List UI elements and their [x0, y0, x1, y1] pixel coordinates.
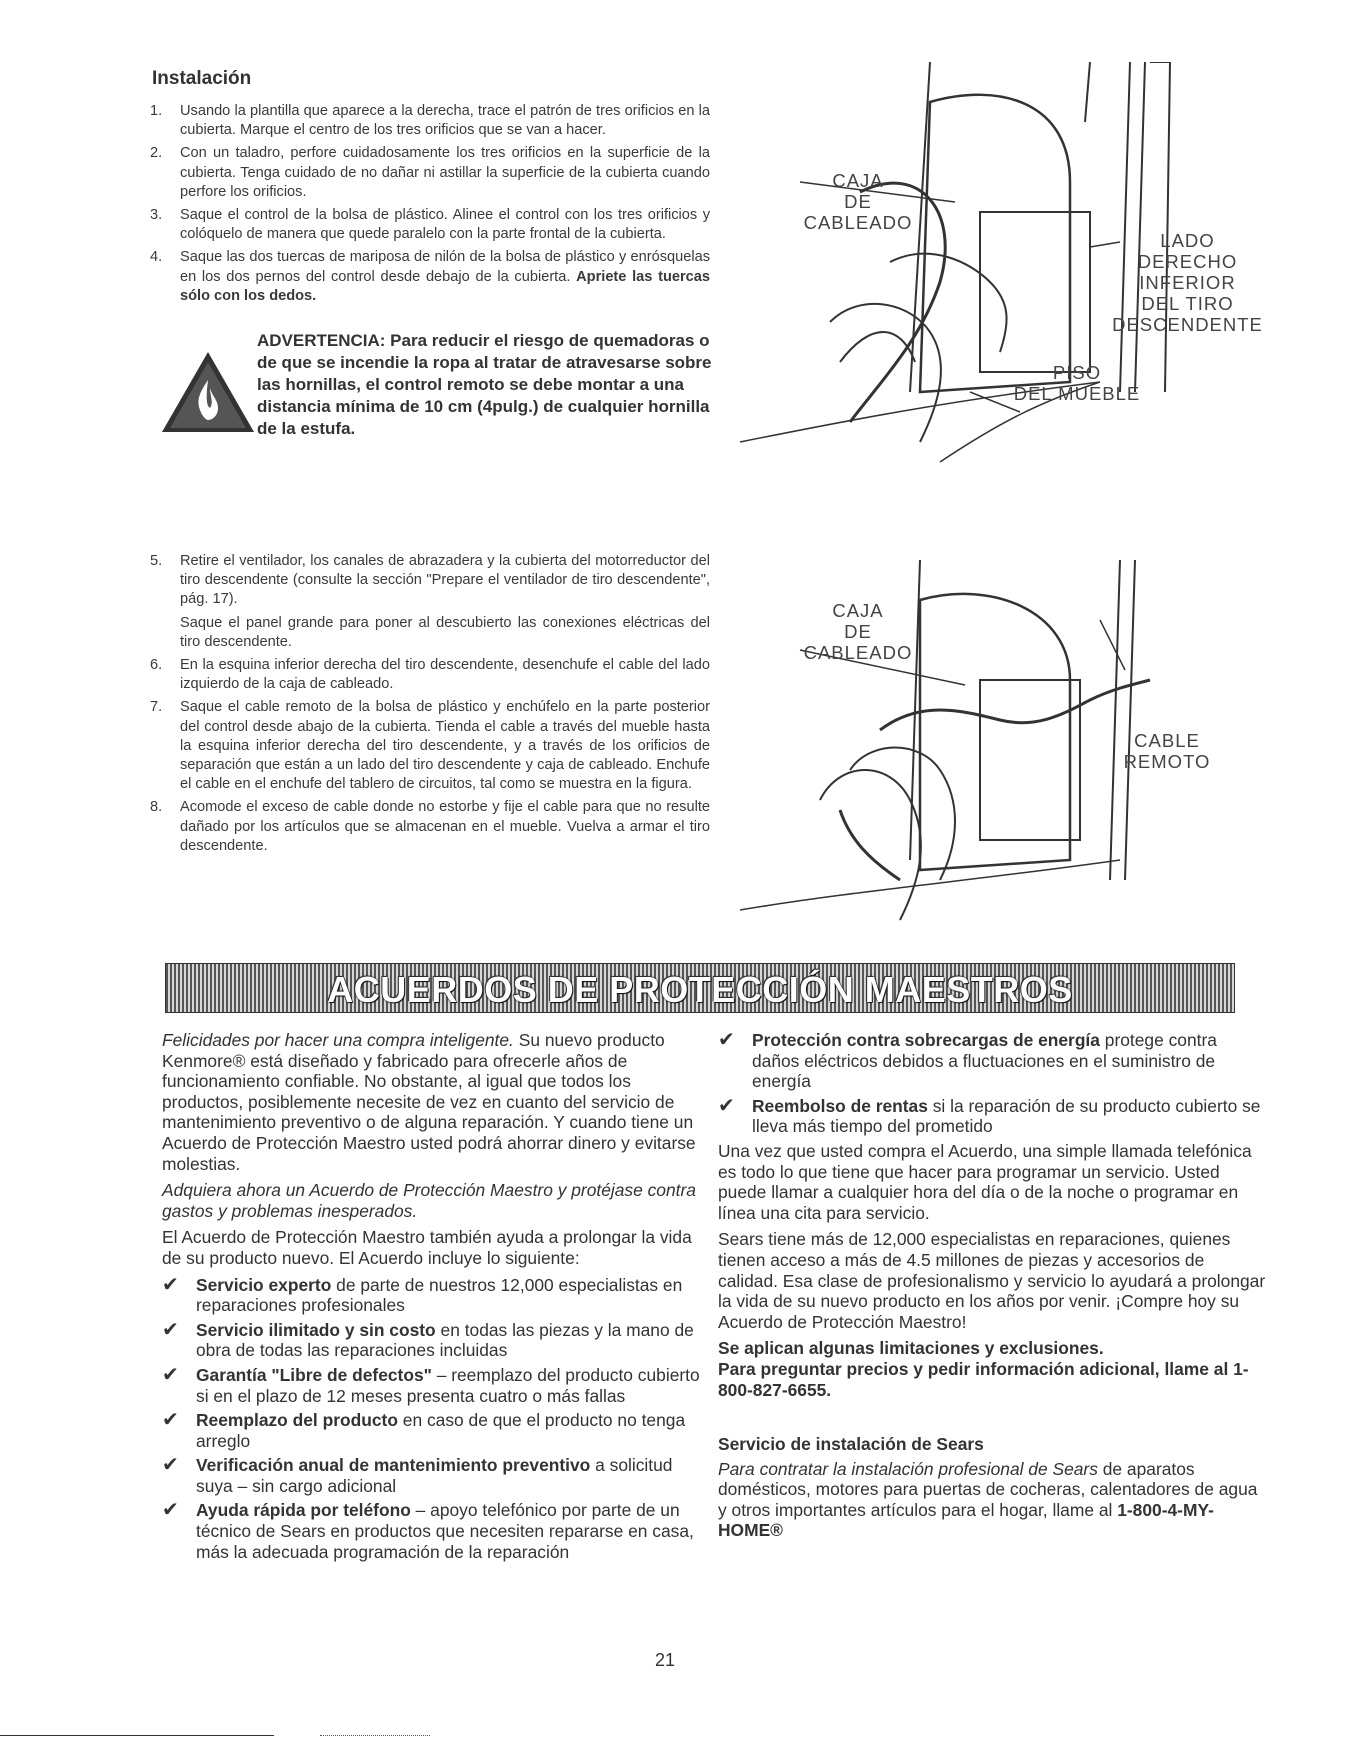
benefit-desc: de parte de nuestros 12,000 especialistas en reparaciones profesionales [196, 1274, 683, 1316]
benefit-desc: en caso de que el producto no tenga arreglo [196, 1410, 686, 1451]
page-number: 21 [655, 1650, 676, 1670]
lado-derecho-label [1095, 230, 1280, 335]
benefit-item [162, 1275, 702, 1316]
install-italic: Para contratar la instalación profesional de Sears [718, 1458, 1098, 1479]
step-text: Acomode el exceso de cable donde no estorbe y fije el cable para que no resulte dañado por los artículos que se almacenan en el mueble. Vuelva a armar el tiro descendente. [180, 799, 710, 854]
installation-service-heading: Servicio de instalación de Sears [718, 1434, 984, 1455]
checkmark-icon: ✔ [162, 1499, 179, 1522]
step-item [150, 102, 710, 140]
label-line: DEL TIRO [1141, 293, 1234, 314]
label-line: PISO [1052, 362, 1102, 383]
label-line: LADO [1160, 230, 1215, 251]
benefit-title: Garantía "Libre de defectos" [196, 1364, 432, 1385]
installation-service-paragraph [718, 1459, 1268, 1541]
step-text [180, 248, 710, 306]
label-line: DERECHO [1137, 251, 1238, 272]
right-column [718, 1030, 1268, 1547]
footer-rule [0, 1735, 274, 1736]
step-text: Saque el control de la bolsa de plástico. Alinee el control con los tres orificios y colóquelo de manera que quede paralelo con la parte frontal de la cubierta. [180, 207, 710, 243]
step-item [150, 552, 710, 610]
specialists-paragraph: Sears tiene más de 12,000 especialistas en reparaciones, quienes tienen acceso a más de 4.5 millones de piezas y accesorios de calidad. Esa clase de profesionalismo y servicio lo ayudará a prolongar la vida de su nuevo producto en los años por venir. ¡Compre hoy su Acuerdo de Protección Maestro! [718, 1229, 1266, 1332]
benefit-text [196, 1500, 702, 1562]
step-number: 4. [150, 249, 163, 266]
step-text: Retire el ventilador, los canales de abrazadera y la cubierta del motorreductor del tiro descendente (consulte la sección "Prepare el ventilador de tiro descendente", pág. 17). [180, 553, 710, 608]
includes-paragraph: El Acuerdo de Protección Maestro también ayuda a prolongar la vida de su producto nuevo. El Acuerdo incluye lo siguiente: [162, 1227, 692, 1268]
fire-warning-icon [160, 350, 256, 434]
step-number: 7. [150, 699, 163, 716]
piso-del-mueble-label [1002, 362, 1152, 404]
limitations-note: Se aplican algunas limitaciones y exclusiones. [718, 1338, 1104, 1359]
benefit-item [162, 1320, 702, 1361]
benefit-desc: a solicitud suya – sin cargo adicional [196, 1455, 673, 1496]
left-column [162, 1030, 702, 1566]
banner-title: ACUERDOS DE PROTECCIÓN MAESTROS [327, 969, 1073, 1010]
checkmark-icon: ✔ [718, 1029, 735, 1051]
label-line: CABLEADO [803, 212, 913, 233]
checkmark-icon: ✔ [162, 1273, 179, 1296]
steps-list-a [150, 102, 710, 310]
label-line: CABLE [1134, 730, 1200, 751]
label-line: DESCENDENTE [1112, 314, 1263, 335]
installation-title: Instalación [152, 68, 252, 89]
benefit-title: Protección contra sobrecargas de energía [752, 1030, 1100, 1050]
intro-text: Su nuevo producto Kenmore® está diseñado y fabricado para ofrecerle años de funcionamiento confiable. No obstante, al igual que todos los productos, posiblemente necesite de vez en cuanto del servicio de mantenimiento preventivo o de alguna reparación. Y cuando tiene un Acuerdo de Protección Maestro usted podrá ahorrar dinero y evitarse molestias. [162, 1030, 696, 1174]
footer-rule-dotted [320, 1735, 430, 1737]
call-paragraph: Una vez que usted compra el Acuerdo, una simple llamada telefónica es todo lo que tiene que hacer para programar un servicio. Usted puede llamar a cualquier hora del día o de la noche o programar en línea una cita para servicio. [718, 1140, 1252, 1223]
benefit-title: Servicio experto [196, 1274, 332, 1295]
label-line: DEL MUEBLE [1013, 383, 1141, 404]
step-item [150, 206, 710, 244]
benefit-desc: si la reparación de su producto cubierto se lleva más tiempo del prometido [752, 1095, 1261, 1137]
step-number: 6. [150, 657, 163, 674]
step-item [150, 144, 710, 202]
intro-italic: Felicidades por hacer una compra inteligente. [162, 1030, 514, 1050]
benefit-item [718, 1096, 1268, 1137]
benefit-item [162, 1455, 702, 1496]
caja-de-cableado-label [798, 600, 918, 663]
label-line: REMOTO [1123, 751, 1211, 772]
checkmark-icon: ✔ [162, 1363, 179, 1386]
benefit-item [162, 1500, 702, 1562]
step-extra-text: Saque el panel grande para poner al descubierto las conexiones eléctricas del tiro descendente. [180, 614, 710, 650]
benefit-text [752, 1096, 1268, 1137]
label-line: DE [844, 191, 872, 212]
benefit-desc: protege contra daños eléctricos debidos a fluctuaciones en el suministro de energía [752, 1030, 1217, 1092]
checkmark-icon: ✔ [162, 1318, 179, 1341]
step-text: Usando la plantilla que aparece a la derecha, trace el patrón de tres orificios en la cubierta. Marque el centro de los tres orificios que se van a hacer. [180, 103, 710, 139]
step-bold-note: Apriete las tuercas sólo con los dedos. [180, 268, 710, 304]
pricing-phone-note: Para preguntar precios y pedir información adicional, llame al 1-800-827-6655. [718, 1358, 1249, 1400]
step-text-body: Saque las dos tuercas de mariposa de nilón de la bolsa de plástico y enrósquelas en los dos pernos del control desde debajo de la cubierta. [180, 249, 710, 285]
step-item [150, 798, 710, 856]
figure-wiring-box [740, 62, 1280, 482]
benefit-item [718, 1030, 1268, 1092]
step-text: Con un taladro, perfore cuidadosamente los tres orificios en la superficie de la cubierta. Tenga cuidado de no dañar ni astillar la superficie de la cubierta cuando perfore los orificios. [180, 145, 710, 200]
step-item [150, 656, 710, 694]
warning-text: ADVERTENCIA: Para reducir el riesgo de quemadoras o de que se incendie la ropa al tratar de atravesarse sobre las hornillas, el control remoto se debe montar a una distancia mínima de 10 cm (4pulg.) de cualquier hornilla de la estufa. [257, 331, 712, 438]
step-text: En la esquina inferior derecha del tiro descendente, desenchufe el cable del lado izquierdo de la caja de cableado. [180, 657, 710, 693]
cable-remoto-label [1112, 730, 1222, 772]
steps-list-b [150, 552, 710, 860]
checkmark-icon: ✔ [718, 1094, 735, 1117]
checkmark-icon: ✔ [162, 1454, 179, 1477]
benefit-item [162, 1365, 702, 1406]
benefit-text [196, 1365, 702, 1406]
benefit-text [196, 1410, 702, 1451]
benefit-title: Reembolso de rentas [752, 1095, 928, 1116]
benefit-text [196, 1320, 702, 1361]
benefit-text [752, 1030, 1268, 1092]
label-line: CAJA [832, 170, 884, 191]
checkmark-icon: ✔ [162, 1409, 179, 1432]
install-text: de aparatos domésticos, motores para puertas de cocheras, calentadores de agua y otros importantes artículos para el hogar, llame al [718, 1458, 1258, 1520]
intro-paragraph [162, 1030, 702, 1174]
step-number: 2. [150, 145, 163, 162]
install-phone: 1-800-4-MY-HOME® [718, 1499, 1214, 1541]
benefit-desc: – reemplazo del producto cubierto si en el plazo de 12 meses presenta cuatro o más fallas [196, 1364, 700, 1406]
label-line: INFERIOR [1139, 272, 1236, 293]
step-number: 5. [150, 553, 163, 569]
step-item [150, 248, 710, 306]
warning-block [160, 330, 725, 530]
caja-de-cableado-label [798, 170, 918, 233]
step-number: 1. [150, 103, 163, 119]
step-item [150, 698, 710, 794]
benefit-title: Verificación anual de mantenimiento preventivo [196, 1455, 591, 1476]
benefit-text [196, 1275, 702, 1316]
italic-paragraph: Adquiera ahora un Acuerdo de Protección Maestro y protéjase contra gastos y problemas inesperados. [162, 1180, 696, 1221]
benefit-title: Servicio ilimitado y sin costo [196, 1319, 436, 1340]
step-number: 3. [150, 207, 163, 224]
benefit-title: Ayuda rápida por teléfono [196, 1500, 411, 1521]
benefit-desc: en todas las piezas y la mano de obra de todas las reparaciones incluidas [196, 1319, 694, 1361]
label-line: DE [844, 621, 872, 642]
step-number: 8. [150, 799, 163, 816]
benefit-text [196, 1455, 702, 1496]
benefit-item [162, 1410, 702, 1451]
benefit-title: Reemplazo del producto [196, 1410, 398, 1431]
label-line: CAJA [832, 600, 884, 621]
benefit-desc: – apoyo telefónico por parte de un técnico de Sears en productos que necesiten repararse en casa, más la adecuada programación de la reparación [196, 1500, 694, 1562]
label-line: CABLEADO [803, 642, 913, 663]
section-banner [165, 963, 1235, 1013]
figure-remote-cable [740, 560, 1260, 940]
step-text: Saque el cable remoto de la bolsa de plástico y enchúfelo en la parte posterior del control desde abajo de la cubierta. Tienda el cable a través del mueble hasta la esquina inferior derecha del tiro descendente, y a través de los orificios de separación que están a un lado del tiro descendente y caja de cableado. Enchufe el cable en el enchufe del tablero de circuitos, tal como se muestra en la figura. [180, 699, 710, 793]
